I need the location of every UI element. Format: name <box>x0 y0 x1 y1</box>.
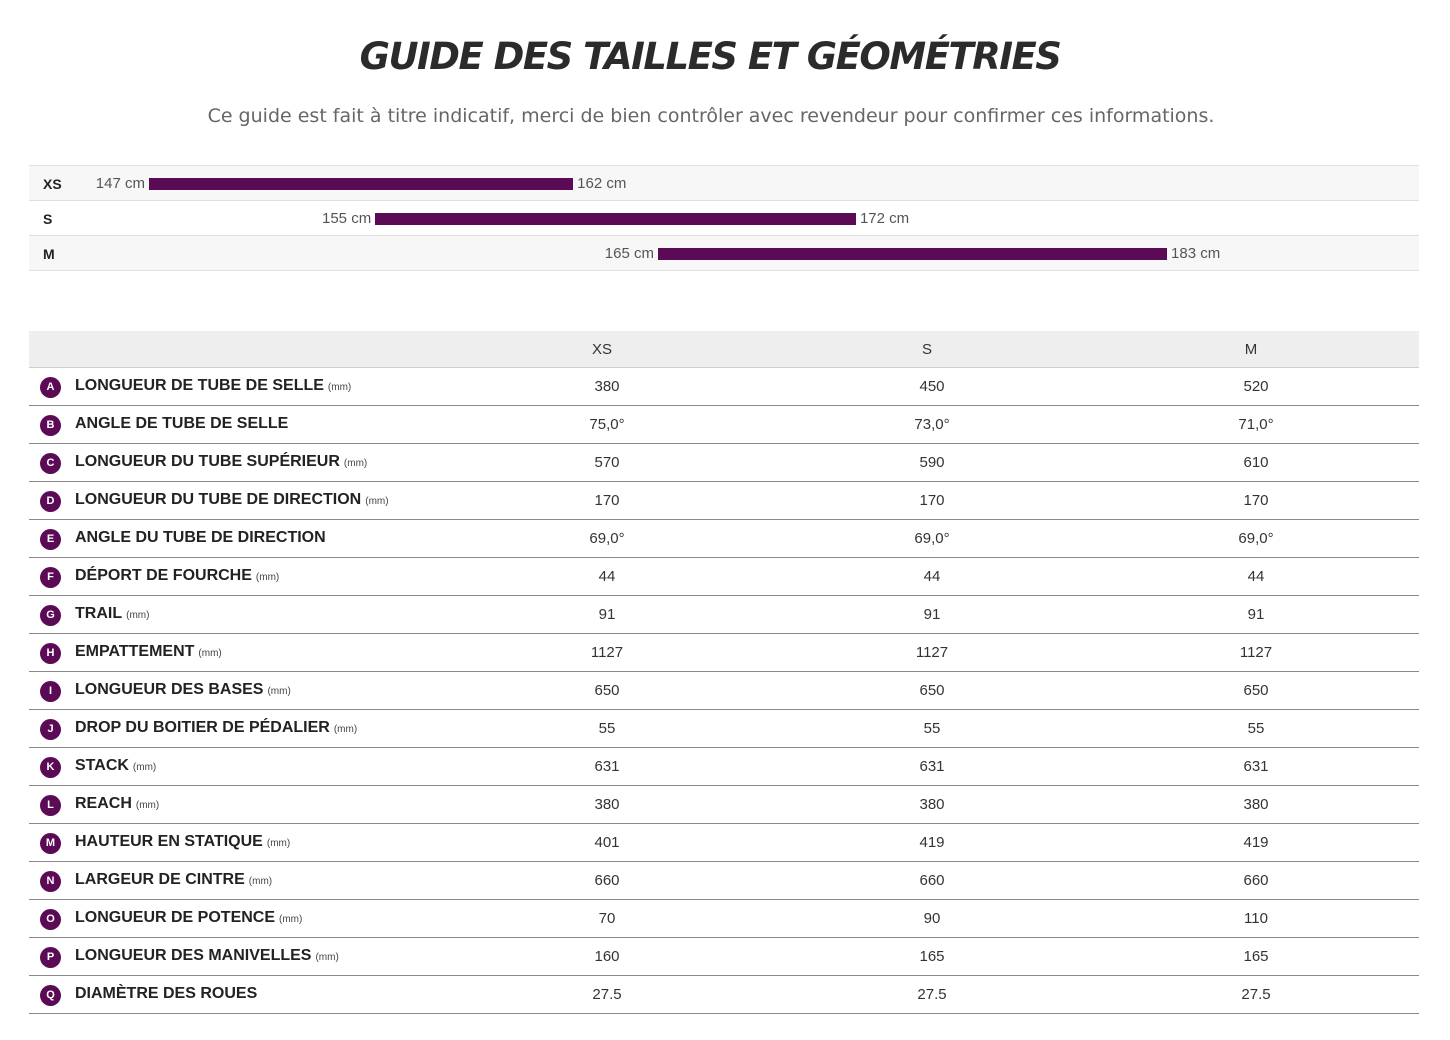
size-range-chart <box>29 165 1419 271</box>
table-cell: 160 <box>594 948 620 965</box>
table-cell: 69,0° <box>589 530 625 547</box>
table-cell: 69,0° <box>914 530 950 547</box>
size-range-row <box>29 165 1419 200</box>
table-cell: 170 <box>1243 492 1269 509</box>
table-row <box>29 900 1419 938</box>
page-subtitle: Ce guide est fait à titre indicatif, merci de bien contrôler avec revendeur pour confirmer ces informations. <box>207 105 1215 127</box>
column-header: M <box>1244 341 1258 358</box>
table-cell: 44 <box>1247 568 1265 585</box>
row-label <box>75 871 272 889</box>
row-label-text: LONGUEUR DES MANIVELLES <box>75 947 312 964</box>
size-range-max: 183 cm <box>1171 245 1221 262</box>
row-label-text: LONGUEUR DES BASES <box>75 681 264 698</box>
size-range-label: S <box>43 211 53 227</box>
row-unit: (mm) <box>135 800 160 811</box>
table-cell: 55 <box>598 720 616 737</box>
table-cell: 610 <box>1243 454 1269 471</box>
table-cell: 71,0° <box>1238 416 1274 433</box>
size-range-bar <box>658 248 1167 260</box>
table-cell: 90 <box>923 910 941 927</box>
row-letter-badge: G <box>40 605 61 626</box>
row-letter-badge: D <box>40 491 61 512</box>
row-letter-badge: H <box>40 643 61 664</box>
row-label-text: ANGLE DU TUBE DE DIRECTION <box>75 529 326 546</box>
size-range-row <box>29 235 1419 271</box>
row-label <box>75 491 389 509</box>
size-range-max: 162 cm <box>577 175 627 192</box>
table-cell: 44 <box>923 568 941 585</box>
table-cell: 55 <box>923 720 941 737</box>
row-label <box>75 643 222 661</box>
table-row <box>29 786 1419 824</box>
table-cell: 650 <box>594 682 620 699</box>
row-letter-badge: N <box>40 871 61 892</box>
row-label <box>75 947 339 965</box>
row-label <box>75 453 367 471</box>
row-label <box>75 909 302 927</box>
table-row <box>29 710 1419 748</box>
row-letter-badge: O <box>40 909 61 930</box>
table-cell: 69,0° <box>1238 530 1274 547</box>
table-cell: 401 <box>594 834 620 851</box>
table-cell: 91 <box>923 606 941 623</box>
table-cell: 27.5 <box>592 986 622 1003</box>
table-row <box>29 520 1419 558</box>
table-cell: 1127 <box>1239 644 1273 661</box>
table-row <box>29 444 1419 482</box>
table-row <box>29 368 1419 406</box>
size-range-bar <box>375 213 856 225</box>
row-label <box>75 529 326 547</box>
row-letter-badge: E <box>40 529 61 550</box>
table-cell: 1127 <box>590 644 624 661</box>
row-unit: (mm) <box>248 876 273 887</box>
table-cell: 570 <box>594 454 620 471</box>
table-cell: 110 <box>1244 910 1268 927</box>
table-row <box>29 558 1419 596</box>
size-range-label: XS <box>43 176 62 192</box>
row-letter-badge: F <box>40 567 61 588</box>
row-letter-badge: B <box>40 415 61 436</box>
row-label <box>75 719 357 737</box>
row-label <box>75 681 291 699</box>
table-cell: 170 <box>919 492 945 509</box>
row-letter-badge: Q <box>40 985 61 1006</box>
row-label <box>75 377 351 395</box>
row-label-text: DÉPORT DE FOURCHE <box>75 567 252 584</box>
table-row <box>29 938 1419 976</box>
row-label <box>75 605 149 623</box>
table-cell: 380 <box>594 378 620 395</box>
table-cell: 380 <box>919 796 945 813</box>
row-unit: (mm) <box>266 838 291 849</box>
row-letter-badge: A <box>40 377 61 398</box>
table-cell: 380 <box>594 796 620 813</box>
table-cell: 73,0° <box>914 416 950 433</box>
row-unit: (mm) <box>333 724 358 735</box>
table-row <box>29 672 1419 710</box>
row-label-text: REACH <box>75 795 132 812</box>
size-range-label: M <box>43 246 55 262</box>
row-label-text: LONGUEUR DU TUBE SUPÉRIEUR <box>75 453 340 470</box>
row-letter-badge: P <box>40 947 61 968</box>
row-label-text: LARGEUR DE CINTRE <box>75 871 245 888</box>
geometry-table <box>29 331 1419 1014</box>
row-unit: (mm) <box>198 648 222 659</box>
table-cell: 590 <box>919 454 945 471</box>
row-label-text: DROP DU BOITIER DE PÉDALIER <box>75 719 330 736</box>
table-cell: 91 <box>1247 606 1265 623</box>
row-label-text: TRAIL <box>75 605 123 622</box>
size-range-min: 147 cm <box>95 175 145 192</box>
table-cell: 27.5 <box>917 986 947 1003</box>
table-cell: 165 <box>1243 948 1269 965</box>
table-cell: 660 <box>594 872 620 889</box>
table-cell: 631 <box>594 758 620 775</box>
row-label-text: EMPATTEMENT <box>75 643 195 660</box>
table-row <box>29 862 1419 900</box>
table-cell: 419 <box>919 834 945 851</box>
row-letter-badge: L <box>40 795 61 816</box>
row-label <box>75 833 290 851</box>
table-cell: 631 <box>919 758 945 775</box>
row-label <box>75 415 288 433</box>
row-unit: (mm) <box>255 572 280 583</box>
row-unit: (mm) <box>132 762 157 773</box>
row-unit: (mm) <box>126 610 150 621</box>
table-cell: 1127 <box>915 644 949 661</box>
size-range-min: 155 cm <box>322 210 372 227</box>
row-label <box>75 567 279 585</box>
column-header: XS <box>591 341 612 358</box>
row-label-text: STACK <box>75 757 129 774</box>
size-range-min: 165 cm <box>604 245 654 262</box>
row-unit: (mm) <box>279 914 303 925</box>
row-label-text: LONGUEUR DU TUBE DE DIRECTION <box>75 491 362 508</box>
row-unit: (mm) <box>365 496 389 507</box>
table-row <box>29 482 1419 520</box>
table-cell: 380 <box>1243 796 1269 813</box>
table-cell: 91 <box>598 606 616 623</box>
table-cell: 27.5 <box>1241 986 1271 1003</box>
row-label-text: HAUTEUR EN STATIQUE <box>75 833 263 850</box>
table-cell: 520 <box>1243 378 1269 395</box>
table-cell: 660 <box>1243 872 1269 889</box>
table-cell: 55 <box>1247 720 1265 737</box>
table-cell: 170 <box>594 492 620 509</box>
row-label-text: DIAMÈTRE DES ROUES <box>75 985 258 1002</box>
size-range-max: 172 cm <box>859 210 910 227</box>
size-range-bar <box>149 178 573 190</box>
row-label-text: LONGUEUR DE POTENCE <box>75 909 276 926</box>
table-cell: 165 <box>919 948 945 965</box>
geometry-table-header <box>29 331 1419 368</box>
table-row <box>29 634 1419 672</box>
geometry-table-body <box>29 368 1419 1014</box>
table-cell: 650 <box>1243 682 1269 699</box>
table-cell: 660 <box>919 872 945 889</box>
table-cell: 450 <box>919 378 945 395</box>
row-unit: (mm) <box>343 458 368 469</box>
page-title: GUIDE DES TAILLES ET GÉOMÉTRIES <box>359 34 1061 78</box>
row-label <box>75 795 159 813</box>
row-unit: (mm) <box>327 382 352 393</box>
row-label-text: LONGUEUR DE TUBE DE SELLE <box>75 377 324 394</box>
table-row <box>29 824 1419 862</box>
row-letter-badge: C <box>40 453 61 474</box>
table-row <box>29 748 1419 786</box>
table-cell: 650 <box>919 682 945 699</box>
row-letter-badge: J <box>40 719 61 740</box>
table-row <box>29 976 1419 1014</box>
table-cell: 70 <box>598 910 616 927</box>
table-cell: 419 <box>1243 834 1269 851</box>
row-letter-badge: K <box>40 757 61 778</box>
row-label-text: ANGLE DE TUBE DE SELLE <box>75 415 289 432</box>
row-label <box>75 985 257 1003</box>
column-header: S <box>921 341 932 358</box>
size-range-row <box>29 200 1419 235</box>
row-unit: (mm) <box>267 686 291 697</box>
row-letter-badge: I <box>40 681 61 702</box>
table-row <box>29 406 1419 444</box>
table-cell: 75,0° <box>589 416 625 433</box>
row-label <box>75 757 156 775</box>
row-letter-badge: M <box>40 833 61 854</box>
table-row <box>29 596 1419 634</box>
table-cell: 631 <box>1243 758 1269 775</box>
row-unit: (mm) <box>315 952 339 963</box>
table-cell: 44 <box>598 568 616 585</box>
